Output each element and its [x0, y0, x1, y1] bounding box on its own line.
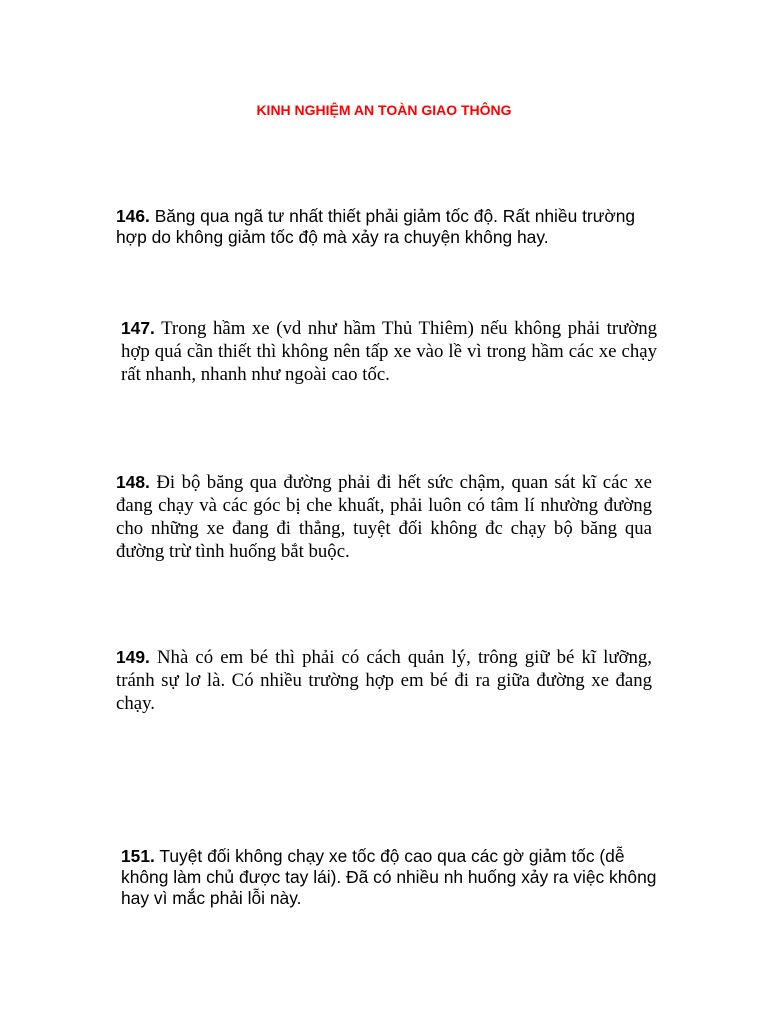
- tip-146: [116, 206, 652, 248]
- tip-text: Băng qua ngã tư nhất thiết phải giảm tốc độ. Rất nhiều trường hợp do không giảm tốc độ mà xảy ra chuyện không hay.: [116, 206, 636, 247]
- tip-151: [116, 846, 657, 909]
- tip-text: Trong hầm xe (vd như hầm Thủ Thiêm) nếu không phải trường hợp quá cần thiết thì không nên tấp xe vào lề vì trong hầm các xe chạy rất nhanh, nhanh như ngoài cao tốc.: [121, 318, 657, 385]
- tip-148: [116, 471, 652, 563]
- tip-number: 147.: [121, 318, 155, 338]
- tip-number: 148.: [116, 472, 150, 492]
- tip-147: [116, 317, 657, 386]
- tip-149: [116, 646, 652, 715]
- tip-number: 151.: [121, 846, 155, 866]
- tip-number: 149.: [116, 647, 150, 667]
- tip-number: 146.: [116, 206, 150, 226]
- tip-text: Tuyệt đối không chạy xe tốc độ cao qua các gờ giảm tốc (dễ không làm chủ được tay lái). Đã có nhiều nh huống xảy ra việc không hay vì mắc phải lỗi này.: [121, 846, 657, 908]
- tip-text: Nhà có em bé thì phải có cách quản lý, trông giữ bé kĩ lưỡng, tránh sự lơ là. Có nhiều trường hợp em bé đi ra giữa đường xe đang chạy.: [116, 647, 652, 714]
- tip-text: Đi bộ băng qua đường phải đi hết sức chậm, quan sát kĩ các xe đang chạy và các góc bị che khuất, phải luôn có tâm lí nhường đường cho những xe đang đi thẳng, tuyệt đối không đc chạy bộ băng qua đường trừ tình huống bắt buộc.: [116, 472, 653, 562]
- document-title: KINH NGHIỆM AN TOÀN GIAO THÔNG: [256, 102, 512, 118]
